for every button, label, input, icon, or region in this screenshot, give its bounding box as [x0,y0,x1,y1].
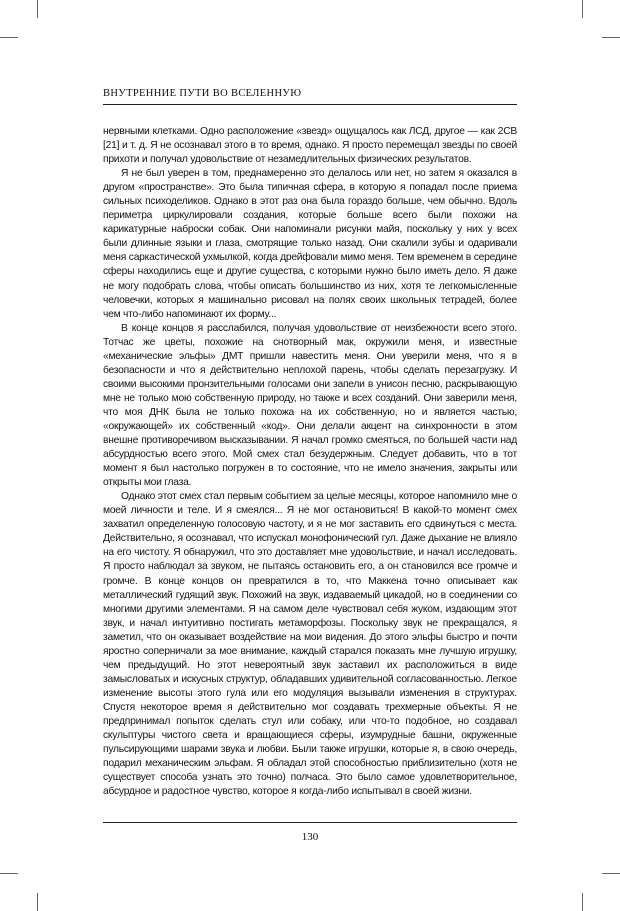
page-header [103,80,517,110]
running-head: ВНУТРЕННИЕ ПУТИ ВО ВСЕЛЕННУЮ [103,88,302,99]
body-text [103,125,517,799]
paragraph: Однако этот смех стал первым событием за целые месяцы, которое напомнило мне о моей личности и теле. И я смеялся... Я не мог остановиться! В какой-то момент смех захватил определенную голосовую частоту, и я не мог заставить его сдвинуться с места. Действительно, я осознавал, что испускал монофонический гул. Даже дыхание не влияло на его чистоту. Я обнаружил, что это доставляет мне удовольствие, и начал исследовать. Я просто наблюдал за звуком, не пытаясь остановить его, а он становился все громче и громче. В конце концов он превратился в то, что Маккена точно описывает как металлический гудящий звук. Похожий на звук, издаваемый цикадой, но в соединении со многими другими элементами. Я на самом деле чувствовал себя жуком, издающим этот звук, и начал интуитивно постигать метаморфозы. Поскольку звук не прекращался, я заметил, что он оказывает воздействие на мои видения. До этого эльфы быстро и почти яростно соперничали за мое внимание, каждый старался показать мне лучшую игрушку, чем предыдущий. Но этот невероятный звук заставил их расположиться в виде замысловатых и искусных структур, обладавших удивительной согласованностью. Легкое изменение высоты этого гула или его модуляция вызывали изменения в структурах. Спустя некоторое время я действительно мог создавать трехмерные объекты. Я не предпринимал попыток сделать стул или собаку, или что-то подобное, но создавал скульптуры чистого света и вращающиеся сферы, изумрудные башни, окруженные пульсирующими шарами звука и любви. Были также игрушки, которые я, в свою очередь, подарил механическим эльфам. Я обладал этой способностью приблизительно (хотя не существует способа узнать это точно) полчаса. Это было самое удовлетворительное, абсурдное и радостное чувство, которое я когда-либо испытывал в своей жизни. [103,491,517,798]
header-rule [103,104,517,105]
crop-mark-bottom-left-horizontal [0,873,18,874]
paragraph: нервными клетками. Одно расположение «звезд» ощущалось как ЛСД, другое — как 2СВ [21] и т. д. Я не осознавал этого в то время, однако. Я просто перемещал звезды по своей прихоти и получал удовольствие от незамедлительных физических результатов. [103,126,517,166]
crop-mark-top-left-horizontal [0,37,18,38]
crop-mark-top-left-vertical [37,0,38,18]
crop-mark-bottom-right-horizontal [602,873,620,874]
crop-mark-bottom-right-vertical [582,893,583,911]
crop-mark-top-right-horizontal [602,37,620,38]
paragraph: Я не был уверен в том, преднамеренно это делалось или нет, но затем я оказался в другом «пространстве». Это была типичная сфера, в которую я попадал после приема сильных психоделиков. Однако в этот раз она была гораздо больше, чем обычно. Вдоль периметра циркулировали создания, которые больше всего были похожи на карикатурные наброски собак. Они напоминали рисунки майя, поскольку у них у всех были длинные языки и глаза, смотрящие только назад. Они скалили зубы и одаривали меня саркастической ухмылкой, когда дрейфовали мимо меня. Тем временем в середине сферы находились еще и другие существа, с которыми нужно было иметь дело. Я даже не могу подобрать слова, чтобы описать большинство из них, хотя те легкомысленные человечки, которых я машинально рисовал на полях своих школьных тетрадей, более чем что-либо напоминают их форму... [103,168,517,320]
paragraph: В конце концов я расслабился, получая удовольствие от неизбежности всего этого. Тотчас же цветы, похожие на снотворный мак, окружили меня, и известные «механические эльфы» ДМТ пришли навестить меня. Они уверили меня, что я в безопасности и что я действительно неплохой парень, чтобы сделать перезагрузку. И своими высокими пронзительными голосами они запели в унисон песню, раскрывающую мне не только мою собственную природу, но также и всех созданий. Они заверили меня, что моя ДНК была не только похожа на их собственную, но и является частью, «окружающей» их собственный «код». Они делали акцент на синхронности в этом внешне противоречивом высказывании. Я начал громко смеяться, по большей части над абсурдностью всего этого. Мой смех стал безудержным. Следует добавить, что в тот момент я был настолько погружен в то состояние, что не имело значения, закрыты или открыты мои глаза. [103,322,517,489]
page-number: 130 [301,831,319,843]
crop-mark-bottom-left-vertical [37,893,38,911]
crop-mark-top-right-vertical [582,0,583,18]
footer-rule [103,822,517,823]
